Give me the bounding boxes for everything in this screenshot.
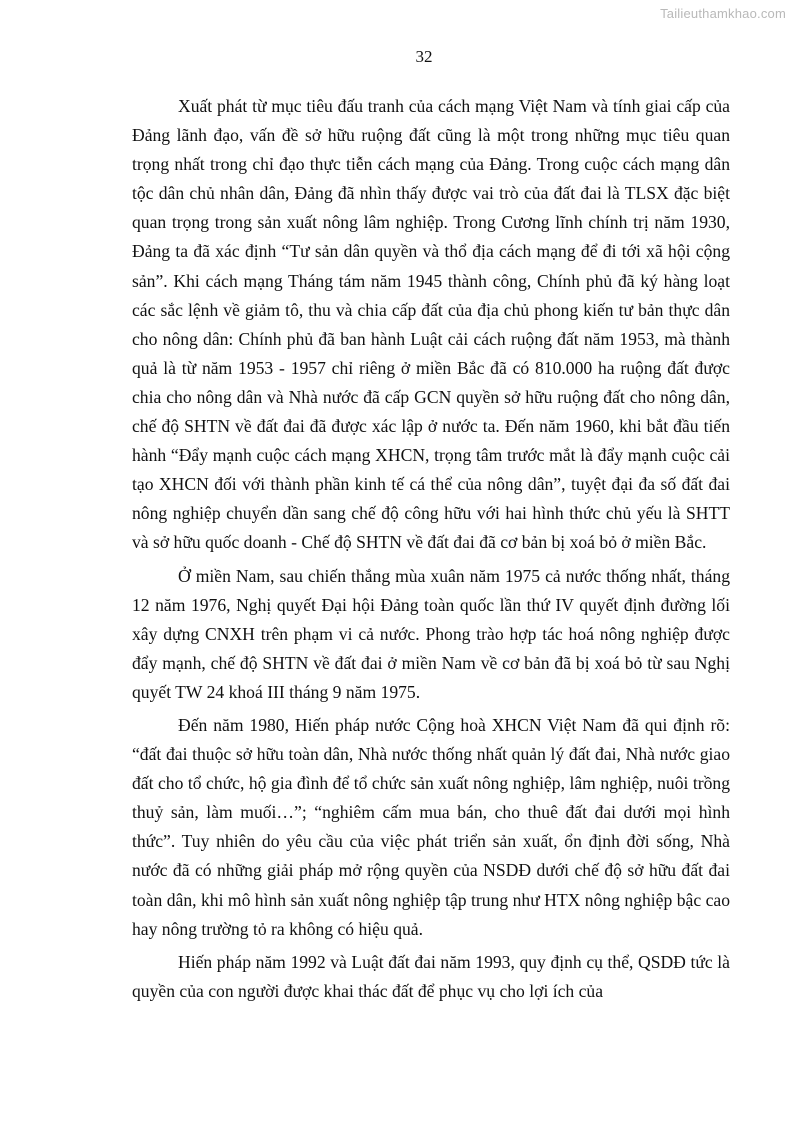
watermark: Tailieuthamkhao.com xyxy=(660,6,786,21)
page-number: 32 xyxy=(415,47,433,66)
paragraph: Đến năm 1980, Hiến pháp nước Cộng hoà XHCN Việt Nam đã qui định rõ: “đất đai thuộc sở hữu toàn dân, Nhà nước thống nhất quản lý đất đai, Nhà nước giao đất cho tổ chức, hộ gia đình để tổ chức sản xuất nông nghiệp, lâm nghiệp, nuôi trồng thuỷ sản, làm muối…”; “nghiêm cấm mua bán, cho thuê đất đai dưới mọi hình thức”. Tuy nhiên do yêu cầu của việc phát triển sản xuất, ổn định đời sống, Nhà nước đã có những giải pháp mở rộng quyền của NSDĐ dưới chế độ sở hữu đất đai toàn dân, khi mô hình sản xuất nông nghiệp tập trung như HTX nông nghiệp bậc cao hay nông trường tỏ ra không có hiệu quả. xyxy=(132,714,730,939)
paragraph: Ở miền Nam, sau chiến thắng mùa xuân năm 1975 cả nước thống nhất, tháng 12 năm 1976, Nghị quyết Đại hội Đảng toàn quốc lần thứ IV quyết định đường lối xây dựng CNXH trên phạm vi cả nước. Phong trào hợp tác hoá nông nghiệp được đẩy mạnh, chế độ SHTN về đất đai ở miền Nam về cơ bản đã bị xoá bỏ từ sau Nghị quyết TW 24 khoá III tháng 9 năm 1975. xyxy=(132,565,730,702)
paragraph: Hiến pháp năm 1992 và Luật đất đai năm 1993, quy định cụ thể, QSDĐ tức là quyền của con người được khai thác đất để phục vụ cho lợi ích của xyxy=(132,951,730,1001)
paragraph: Xuất phát từ mục tiêu đấu tranh của cách mạng Việt Nam và tính giai cấp của Đảng lãnh đạo, vấn đề sở hữu ruộng đất cũng là một trong những mục tiêu quan trọng nhất trong chỉ đạo thực tiễn cách mạng của Đảng. Trong cuộc cách mạng dân tộc dân chủ nhân dân, Đảng đã nhìn thấy được vai trò của đất đai là TLSX đặc biệt quan trọng trong sản xuất nông lâm nghiệp. Trong Cương lĩnh chính trị năm 1930, Đảng ta đã xác định “Tư sản dân quyền và thổ địa cách mạng để đi tới xã hội cộng sản”. Khi cách mạng Tháng tám năm 1945 thành công, Chính phủ đã ký hàng loạt các sắc lệnh về giảm tô, thu và chia cấp đất của địa chủ phong kiến tư bản thực dân cho nông dân: Chính phủ đã ban hành Luật cải cách ruộng đất năm 1953, mà thành quả là từ năm 1953 - 1957 chỉ riêng ở miền Bắc đã có 810.000 ha ruộng đất được chia cho nông dân và Nhà nước đã cấp GCN quyền sở hữu ruộng đất cho nông dân, chế độ SHTN về đất đai đã được xác lập ở nước ta. Đến năm 1960, khi bắt đầu tiến hành “Đẩy mạnh cuộc cách mạng XHCN, trọng tâm trước mắt là đẩy mạnh cuộc cải tạo XHCN đối với thành phần kinh tế cá thể của nông dân”, tuyệt đại đa số đất đai nông nghiệp chuyển dần sang chế độ công hữu với hai hình thức chủ yếu là SHTT và sở hữu quốc doanh - Chế độ SHTN về đất đai đã cơ bản bị xoá bỏ ở miền Bắc. xyxy=(132,96,730,553)
document-body xyxy=(132,92,730,1010)
